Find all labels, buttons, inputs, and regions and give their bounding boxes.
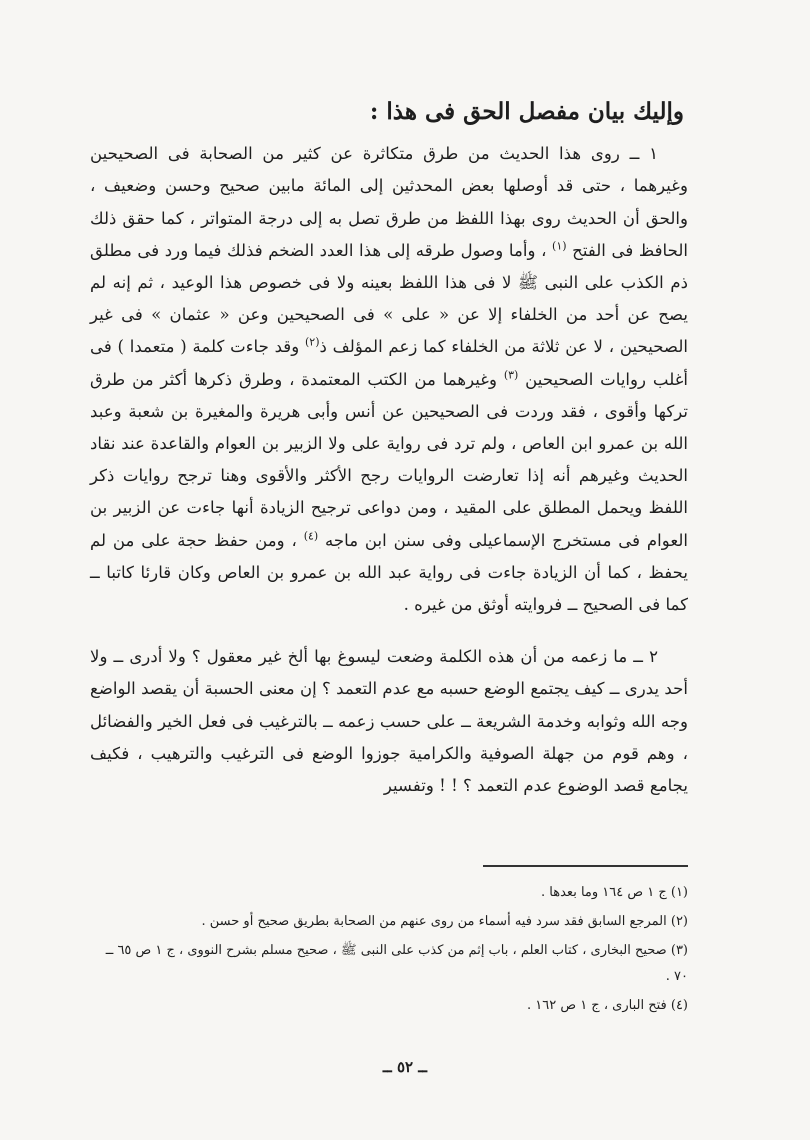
footnote-2: (٢) المرجع السابق فقد سرد فيه أسماء من روى عنهم من الصحابة بطريق صحيح أو حسن . bbox=[201, 914, 688, 929]
footnote-4: (٤) فتح البارى ، ج ١ ص ١٦٢ . bbox=[526, 998, 688, 1013]
section-heading: وإليك بيان مفصل الحق فى هذا : bbox=[369, 98, 684, 125]
paragraph-1 bbox=[90, 138, 688, 621]
paragraph-1-text: ١ ــ روى هذا الحديث من طرق متكاثرة عن كثير من الصحابة فى الصحيحين وغيرهما ، حتى قد أوصلها بعض المحدثين إلى المائة مابين صحيح وحسن وضعيف ، والحق أن الحديث روى بهذا اللفظ من طرق تصل به إلى درجة المتواتر ، كما حقق ذلك الحافظ فى الفتح bbox=[90, 144, 688, 260]
paragraph-1-text: ، وأما وصول طرقه إلى هذا العدد الضخم فذلك فيما ورد فى مطلق ذم الكذب على النبى ﷺ لا فى هذا اللفظ بعينه ولا فى خصوص هذا الوعيد ، ثم إنه لم يصح عن أحد من الخلفاء إلا عن « على » فى الصحيحين وعن « عثمان » فى غير الصحيحين ، لا عن ثلاثة من الخلفاء كما زعم المؤلف ذ bbox=[90, 240, 688, 357]
page-number: ــ ٥٢ ــ bbox=[382, 1058, 428, 1076]
paragraph-1-text: وغيرهما من الكتب المعتمدة ، وطرق ذكرها أكثر من طرق تركها وأقوى ، فقد وردت فى الصحيحين عن أنس وأبى هريرة والمغيرة بن شعبة وعبد الله بن عمرو ابن العاص ، ولم ترد فى رواية على ولا الزبير بن العوام والقاعدة عند نقاد الحديث وغيرهم أنه إذا تعارضت الروايات رجح الأكثر والأقوى وهنا ترجح روايات ذكر اللفظ ويحمل المطلق على المقيد ، ومن دواعى ترجيح الزيادة أنها جاءت عن الزبير بن العوام فى مستخرج الإسماعيلى وفى سنن ابن ماجه bbox=[90, 369, 688, 550]
paragraph-1-text: ، ومن حفظ حجة على من لم يحفظ ، كما أن الزيادة جاءت فى رواية عبد الله بن عمرو بن العاص وكان قارئا كاتبا ــ كما فى الصحيح ــ فروايته أوثق من غيره . bbox=[90, 530, 688, 615]
footnote-ref-2[interactable]: (٢) bbox=[304, 335, 320, 349]
main-text bbox=[90, 96, 688, 802]
footnote-divider bbox=[483, 865, 688, 867]
footnotes bbox=[90, 880, 688, 1019]
footnote-ref-1[interactable]: (١) bbox=[552, 239, 567, 253]
paragraph-2: ٢ ــ ما زعمه من أن هذه الكلمة وضعت ليسوغ بها ألخ غير معقول ؟ ولا أدرى ــ ولا أحد يدرى ــ كيف يجتمع الوضع حسبه مع عدم التعمد ؟ إن معنى الحسبة أن يقصد الواضع وجه الله وثوابه وخدمة الشريعة ــ على حسب زعمه ــ بالترغيب فى فعل الخير والفضائل ، وهم قوم من جهلة الصوفية والكرامية جوزوا الوضع فى الترغيب والترهيب ، فكيف يجامع قصد الوضوع عدم التعمد ؟ ! ! وتفسير bbox=[90, 647, 688, 796]
footnote-1: (١) ج ١ ص ١٦٤ وما بعدها . bbox=[541, 885, 688, 900]
footnote-ref-3[interactable]: (٣) bbox=[503, 368, 519, 382]
footnote-ref-4[interactable]: (٤) bbox=[303, 529, 319, 543]
footnote-3: (٣) صحيح البخارى ، كتاب العلم ، باب إثم من كذب على النبى ﷺ ، صحيح مسلم بشرح النووى ، ج ١ ص ٦٥ ــ ٧٠ . bbox=[105, 943, 688, 984]
paragraph-1-text: وقد جاءت كلمة ( متعمدا ) فى أغلب روايات الصحيحين bbox=[90, 337, 688, 389]
